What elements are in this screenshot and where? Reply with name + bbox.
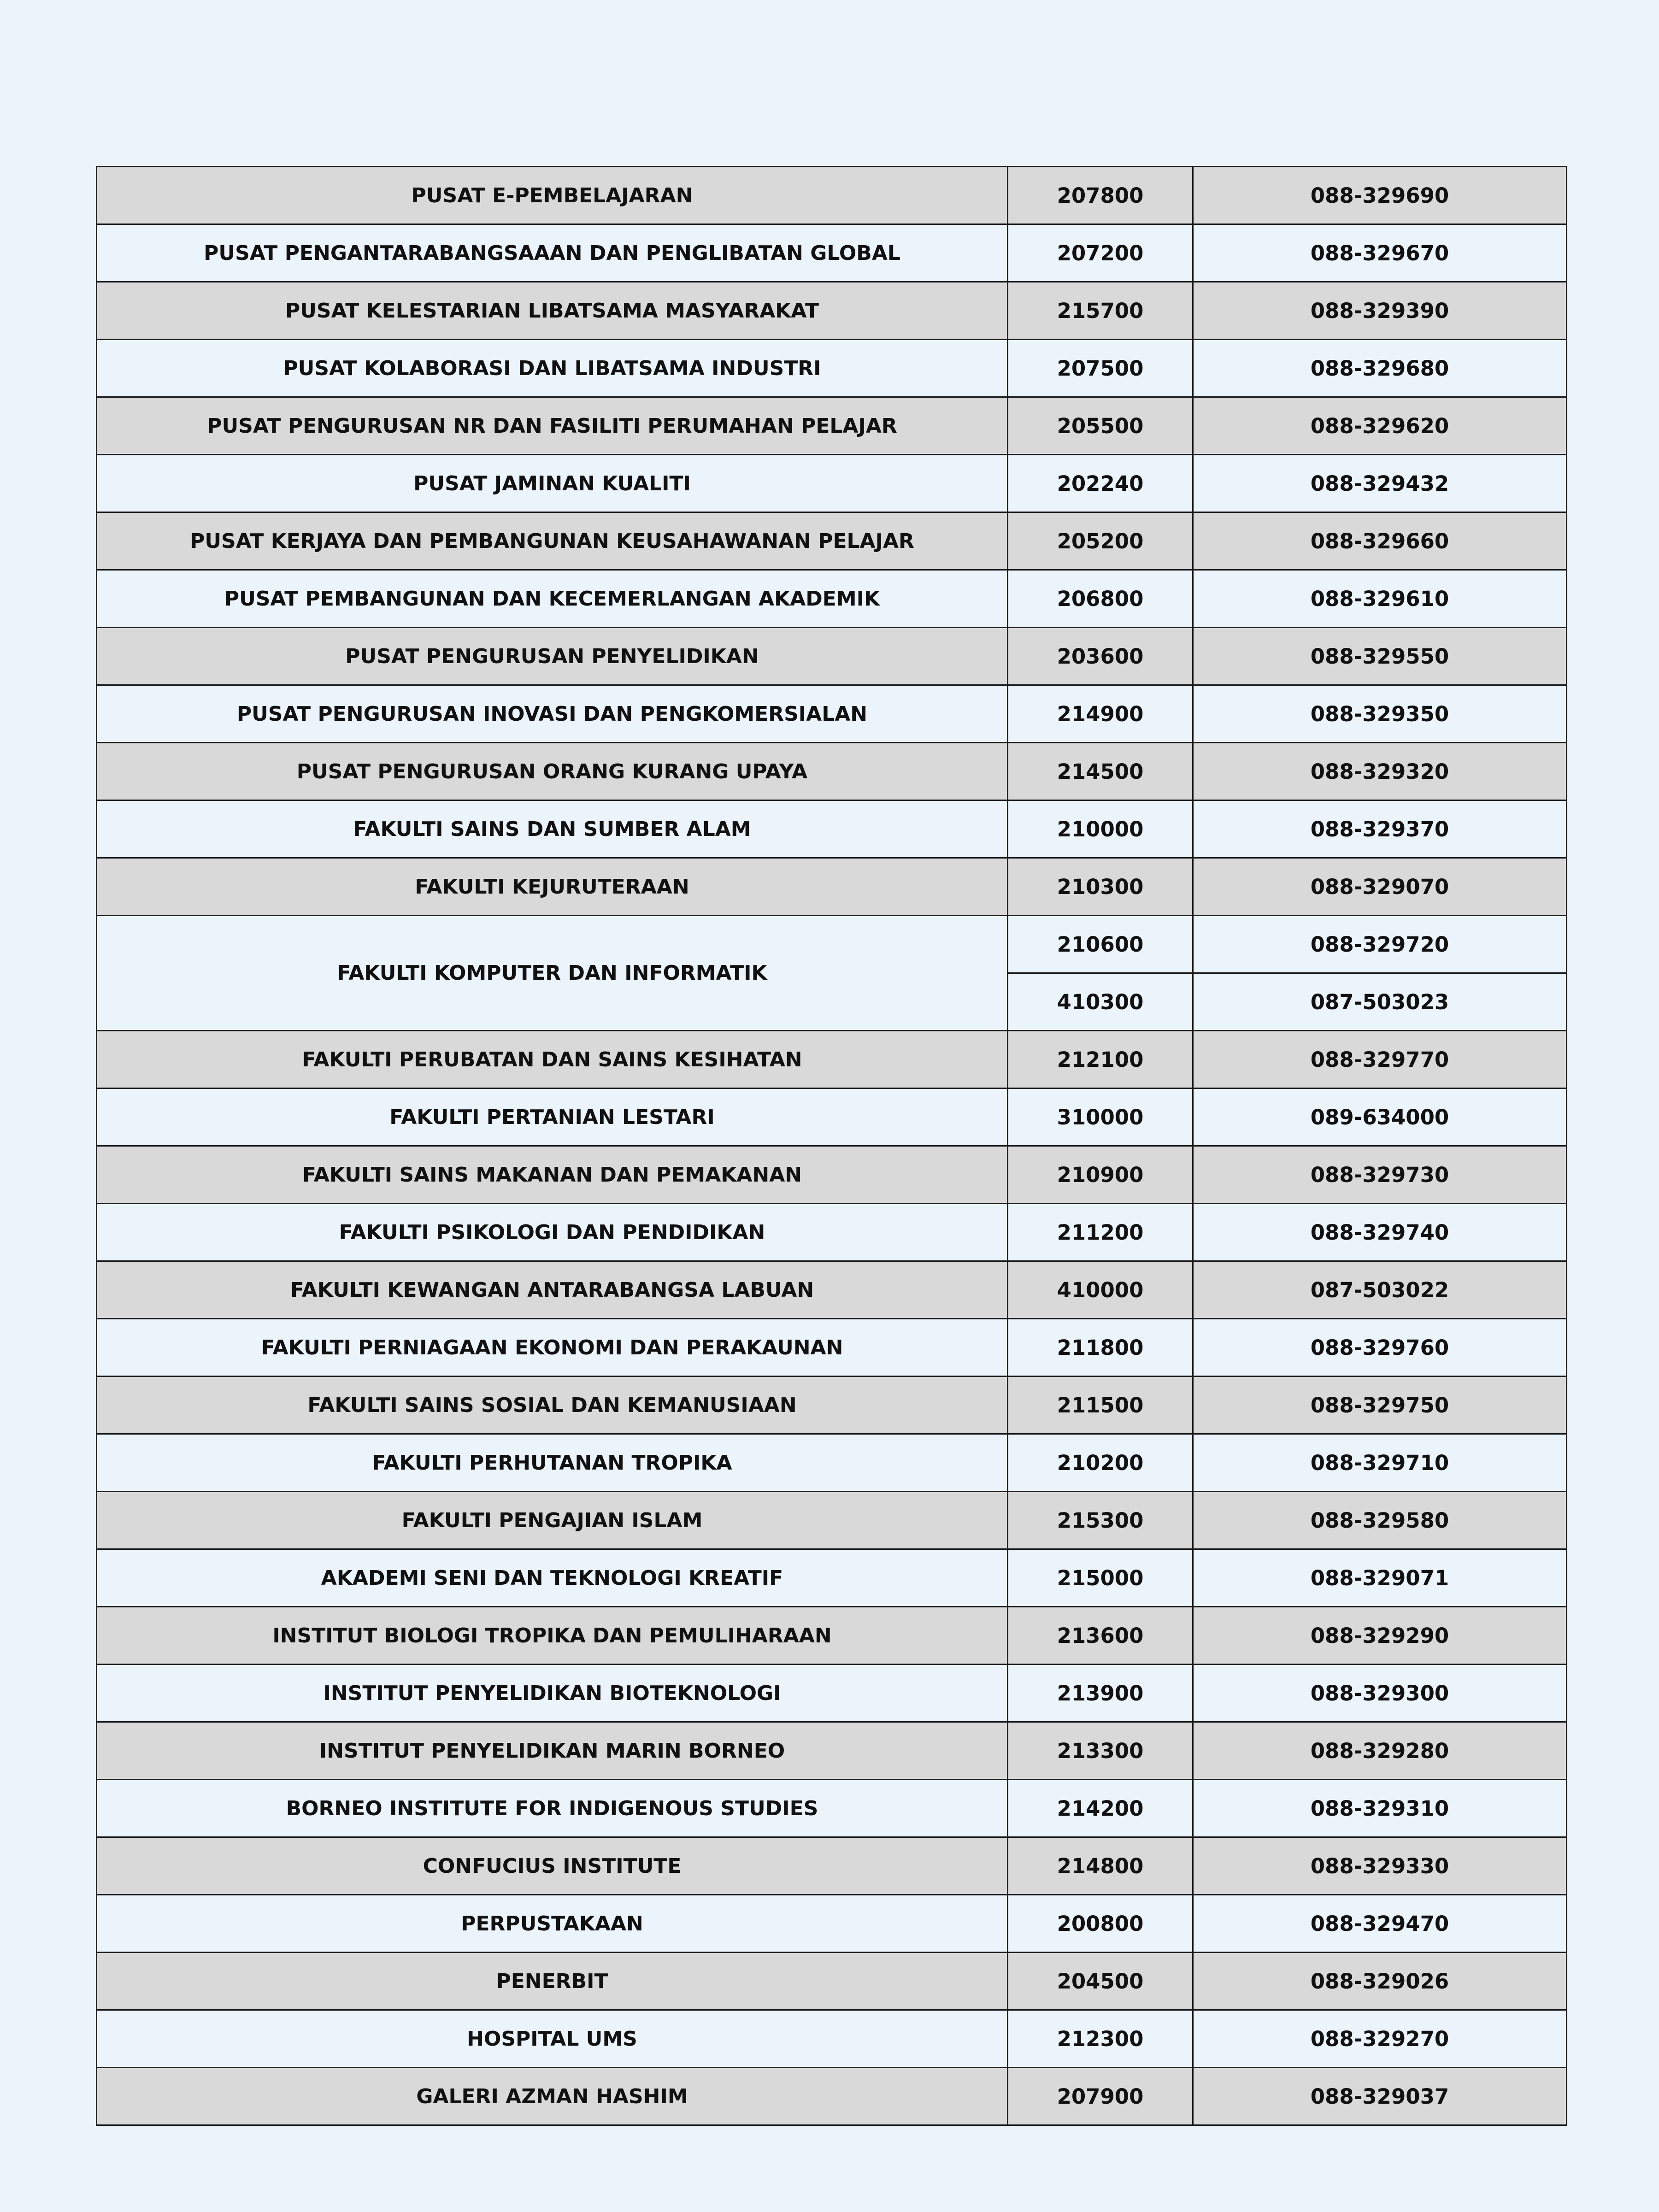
department-name-cell: PUSAT E-PEMBELAJARAN [97,167,1008,224]
table-row [97,1895,1567,1953]
table-row [97,1722,1567,1780]
phone-number-cell: 088-329070 [1193,858,1567,916]
table-row [97,1492,1567,1549]
phone-number-cell: 088-329670 [1193,224,1567,282]
department-name-cell: FAKULTI SAINS SOSIAL DAN KEMANUSIAAN [97,1377,1008,1434]
department-name-cell: PUSAT JAMINAN KUALITI [97,455,1008,512]
extension-code-cell: 211200 [1008,1204,1193,1261]
table-row [97,224,1567,282]
extension-code-cell: 212300 [1008,2010,1193,2068]
extension-code-cell: 210600 [1008,916,1193,973]
phone-number-cell: 088-329720 [1193,916,1567,973]
table-row [97,1146,1567,1204]
phone-number-cell: 088-329432 [1193,455,1567,512]
department-name-cell: BORNEO INSTITUTE FOR INDIGENOUS STUDIES [97,1780,1008,1837]
department-name-cell: PERPUSTAKAAN [97,1895,1008,1953]
phone-number-cell: 088-329730 [1193,1146,1567,1204]
extension-code-cell: 215000 [1008,1549,1193,1607]
department-name-cell: PUSAT PEMBANGUNAN DAN KECEMERLANGAN AKADEMIK [97,570,1008,628]
table-row [97,1319,1567,1377]
phone-number-cell: 088-329750 [1193,1377,1567,1434]
phone-number-cell: 088-329550 [1193,628,1567,685]
department-name-cell: FAKULTI KEWANGAN ANTARABANGSA LABUAN [97,1261,1008,1319]
department-name-cell: FAKULTI SAINS DAN SUMBER ALAM [97,800,1008,858]
department-name-cell: PUSAT KERJAYA DAN PEMBANGUNAN KEUSAHAWANAN PELAJAR [97,512,1008,570]
department-name-cell: FAKULTI KOMPUTER DAN INFORMATIK [97,916,1008,1031]
extension-code-cell: 214900 [1008,685,1193,743]
phone-number-cell: 088-329280 [1193,1722,1567,1780]
phone-number-cell: 088-329290 [1193,1607,1567,1665]
phone-number-cell: 088-329660 [1193,512,1567,570]
table-row [97,2068,1567,2125]
department-name-cell: FAKULTI PERHUTANAN TROPIKA [97,1434,1008,1492]
extension-code-cell: 205500 [1008,397,1193,455]
department-name-cell: FAKULTI SAINS MAKANAN DAN PEMAKANAN [97,1146,1008,1204]
phone-number-cell: 088-329770 [1193,1031,1567,1088]
phone-number-cell: 088-329270 [1193,2010,1567,2068]
department-name-cell: FAKULTI KEJURUTERAAN [97,858,1008,916]
department-name-cell: PUSAT KOLABORASI DAN LIBATSAMA INDUSTRI [97,340,1008,397]
department-name-cell: PUSAT PENGURUSAN PENYELIDIKAN [97,628,1008,685]
extension-code-cell: 205200 [1008,512,1193,570]
phone-number-cell: 088-329350 [1193,685,1567,743]
department-name-cell: FAKULTI PSIKOLOGI DAN PENDIDIKAN [97,1204,1008,1261]
table-row [97,1434,1567,1492]
phone-number-cell: 088-329390 [1193,282,1567,340]
department-name-cell: INSTITUT BIOLOGI TROPIKA DAN PEMULIHARAAN [97,1607,1008,1665]
phone-number-cell: 088-329310 [1193,1780,1567,1837]
table-row [97,340,1567,397]
extension-code-cell: 204500 [1008,1953,1193,2010]
table-row [97,743,1567,800]
extension-code-cell: 410300 [1008,973,1193,1031]
extension-code-cell: 215300 [1008,1492,1193,1549]
directory-table-body [97,167,1567,2125]
department-name-cell: PUSAT PENGURUSAN ORANG KURANG UPAYA [97,743,1008,800]
phone-number-cell: 087-503022 [1193,1261,1567,1319]
table-row [97,1665,1567,1722]
extension-code-cell: 207200 [1008,224,1193,282]
phone-number-cell: 088-329026 [1193,1953,1567,2010]
extension-code-cell: 200800 [1008,1895,1193,1953]
department-name-cell: FAKULTI PERNIAGAAN EKONOMI DAN PERAKAUNAN [97,1319,1008,1377]
extension-code-cell: 211500 [1008,1377,1193,1434]
extension-code-cell: 214800 [1008,1837,1193,1895]
department-name-cell: PENERBIT [97,1953,1008,2010]
phone-number-cell: 089-634000 [1193,1088,1567,1146]
phone-number-cell: 088-329760 [1193,1319,1567,1377]
table-row [97,1261,1567,1319]
department-name-cell: FAKULTI PENGAJIAN ISLAM [97,1492,1008,1549]
extension-code-cell: 211800 [1008,1319,1193,1377]
table-row [97,1204,1567,1261]
phone-number-cell: 088-329620 [1193,397,1567,455]
table-row [97,1953,1567,2010]
phone-number-cell: 088-329370 [1193,800,1567,858]
table-row [97,1377,1567,1434]
phone-number-cell: 088-329680 [1193,340,1567,397]
extension-code-cell: 202240 [1008,455,1193,512]
phone-number-cell: 088-329740 [1193,1204,1567,1261]
phone-number-cell: 088-329580 [1193,1492,1567,1549]
phone-number-cell: 088-329300 [1193,1665,1567,1722]
table-row [97,2010,1567,2068]
table-row [97,397,1567,455]
table-row [97,916,1567,973]
phone-number-cell: 087-503023 [1193,973,1567,1031]
department-name-cell: PUSAT KELESTARIAN LIBATSAMA MASYARAKAT [97,282,1008,340]
extension-code-cell: 214200 [1008,1780,1193,1837]
table-row [97,1837,1567,1895]
phone-number-cell: 088-329330 [1193,1837,1567,1895]
extension-code-cell: 206800 [1008,570,1193,628]
department-name-cell: CONFUCIUS INSTITUTE [97,1837,1008,1895]
department-name-cell: PUSAT PENGURUSAN NR DAN FASILITI PERUMAHAN PELAJAR [97,397,1008,455]
department-name-cell: INSTITUT PENYELIDIKAN BIOTEKNOLOGI [97,1665,1008,1722]
extension-code-cell: 213900 [1008,1665,1193,1722]
table-row [97,512,1567,570]
phone-number-cell: 088-329037 [1193,2068,1567,2125]
table-row [97,455,1567,512]
phone-number-cell: 088-329610 [1193,570,1567,628]
extension-code-cell: 207500 [1008,340,1193,397]
department-name-cell: FAKULTI PERUBATAN DAN SAINS KESIHATAN [97,1031,1008,1088]
phone-number-cell: 088-329320 [1193,743,1567,800]
department-name-cell: INSTITUT PENYELIDIKAN MARIN BORNEO [97,1722,1008,1780]
extension-code-cell: 207800 [1008,167,1193,224]
department-name-cell: GALERI AZMAN HASHIM [97,2068,1008,2125]
table-row [97,800,1567,858]
table-row [97,1780,1567,1837]
extension-code-cell: 210300 [1008,858,1193,916]
department-name-cell: FAKULTI PERTANIAN LESTARI [97,1088,1008,1146]
department-name-cell: PUSAT PENGANTARABANGSAAAN DAN PENGLIBATAN GLOBAL [97,224,1008,282]
extension-code-cell: 213600 [1008,1607,1193,1665]
directory-table [96,166,1567,2126]
department-name-cell: AKADEMI SENI DAN TEKNOLOGI KREATIF [97,1549,1008,1607]
table-row [97,628,1567,685]
table-row [97,282,1567,340]
extension-code-cell: 203600 [1008,628,1193,685]
phone-number-cell: 088-329071 [1193,1549,1567,1607]
extension-code-cell: 210000 [1008,800,1193,858]
table-row [97,1088,1567,1146]
department-name-cell: PUSAT PENGURUSAN INOVASI DAN PENGKOMERSIALAN [97,685,1008,743]
table-row [97,1607,1567,1665]
table-row [97,858,1567,916]
table-row [97,167,1567,224]
extension-code-cell: 207900 [1008,2068,1193,2125]
department-name-cell: HOSPITAL UMS [97,2010,1008,2068]
phone-number-cell: 088-329470 [1193,1895,1567,1953]
table-row [97,685,1567,743]
extension-code-cell: 214500 [1008,743,1193,800]
extension-code-cell: 210200 [1008,1434,1193,1492]
extension-code-cell: 410000 [1008,1261,1193,1319]
table-row [97,1549,1567,1607]
extension-code-cell: 310000 [1008,1088,1193,1146]
phone-number-cell: 088-329710 [1193,1434,1567,1492]
extension-code-cell: 215700 [1008,282,1193,340]
extension-code-cell: 210900 [1008,1146,1193,1204]
extension-code-cell: 213300 [1008,1722,1193,1780]
table-row [97,570,1567,628]
phone-number-cell: 088-329690 [1193,167,1567,224]
extension-code-cell: 212100 [1008,1031,1193,1088]
table-row [97,1031,1567,1088]
